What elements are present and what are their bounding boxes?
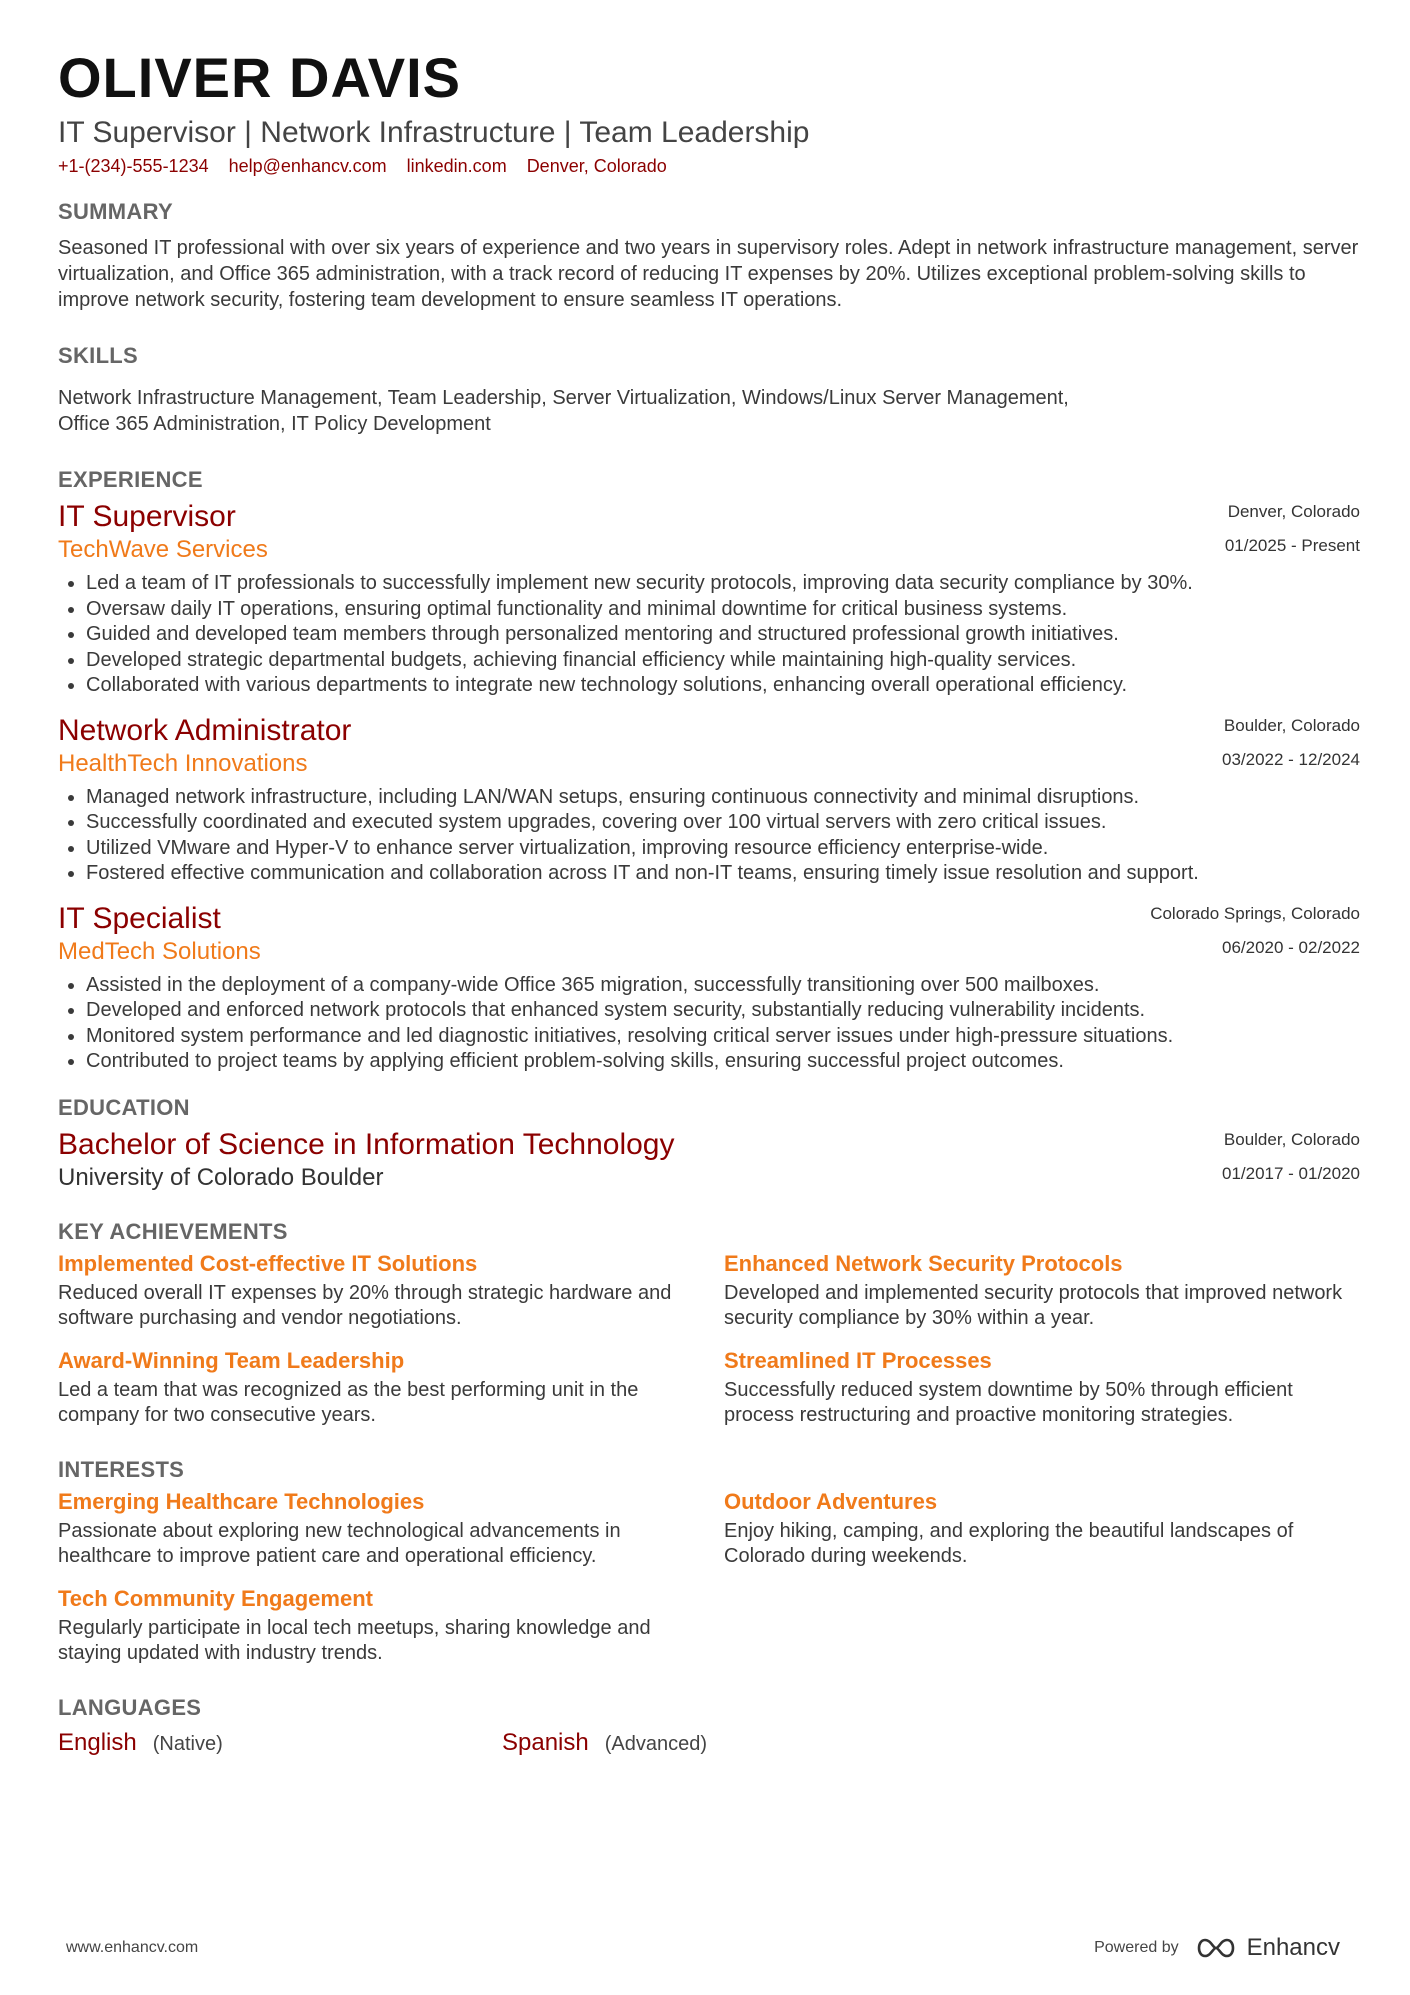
education-section [58,1095,1360,1193]
section-heading: LANGUAGES [58,1694,202,1720]
list-item: • Developed strategic departmental budgets, achieving financial efficiency while maintaining high-quality services. [86,648,1360,674]
language-level: (Native) [152,1732,223,1755]
job-bullets [58,785,1360,887]
degree-title: Bachelor of Science in Information Technology [58,1127,675,1161]
education-dates: 01/2017 - 01/2020 [1221,1163,1360,1183]
job-location: Boulder, Colorado [1223,715,1360,735]
achievement-title: Enhanced Network Security Protocols [724,1250,1123,1276]
brand-name: Enhancv [1246,1934,1340,1961]
job-company: TechWave Services [58,536,268,563]
job-location: Colorado Springs, Colorado [1150,903,1360,923]
language-name: English [58,1728,137,1756]
interest-item [58,1487,694,1584]
list-item: • Utilized VMware and Hyper-V to enhance server virtualization, improving resource efficiency enterprise-wide. [86,836,1360,862]
resume-page [58,44,1360,1757]
list-item: • Guided and developed team members through personalized mentoring and structured professional growth initiatives. [86,622,1360,648]
summary-section [58,199,1360,313]
skills-line: Office 365 Administration, IT Policy Development [58,413,491,435]
education-entry [58,1127,1360,1193]
contact-email[interactable]: help@enhancv.com [228,156,387,176]
achievement-title: Award-Winning Team Leadership [58,1347,405,1373]
language-item [502,1729,946,1757]
experience-section [58,467,1360,1075]
education-location: Boulder, Colorado [1223,1129,1360,1149]
language-level: (Advanced) [604,1732,708,1755]
achievement-title: Implemented Cost-effective IT Solutions [58,1250,478,1276]
language-name: Spanish [502,1728,589,1756]
list-item: • Led a team of IT professionals to successfully implement new security protocols, improving data security compliance by 30%. [86,571,1360,597]
experience-entry [58,713,1360,887]
list-item: • Successfully coordinated and executed system upgrades, covering over 100 virtual servers with zero critical issues. [86,810,1360,836]
candidate-name: OLIVER DAVIS [58,46,462,109]
job-role: Network Administrator [58,713,352,747]
job-dates: 01/2025 - Present [1224,536,1360,555]
summary-text: Seasoned IT professional with over six years of experience and two years in supervisory roles. Adept in network infrastructure management, server virtualization, and Office 365 administration, with a track record of reducing IT expenses by 20%. Utilizes exceptional problem-solving skills to improve network security, fostering team development to ensure seamless IT operations. [58,237,1359,311]
powered-by-label: Powered by [1094,1939,1179,1956]
job-dates: 03/2022 - 12/2024 [1221,749,1360,769]
experience-entry [58,499,1360,699]
candidate-title: IT Supervisor | Network Infrastructure | Team Leadership [58,116,810,149]
footer-website-link[interactable]: www.enhancv.com [66,1939,199,1956]
list-item: • Contributed to project teams by applying efficient problem-solving skills, ensuring successful project outcomes. [86,1049,1360,1075]
achievement-title: Streamlined IT Processes [724,1347,992,1373]
achievement-item [724,1346,1360,1443]
list-item: • Monitored system performance and led diagnostic initiatives, resolving critical server issues under high-pressure situations. [86,1024,1360,1050]
interest-desc: Enjoy hiking, camping, and exploring the beautiful landscapes of Colorado during weekends. [724,1519,1294,1567]
contact-location: Denver, Colorado [526,156,667,176]
interest-title: Emerging Healthcare Technologies [58,1488,425,1514]
achievement-item [724,1249,1360,1346]
interest-item [58,1584,694,1681]
experience-entry [58,901,1360,1075]
contact-phone[interactable]: +1-(234)-555-1234 [58,156,209,176]
interest-desc: Regularly participate in local tech meetups, sharing knowledge and staying updated with industry trends. [58,1616,651,1664]
job-role: IT Specialist [58,901,221,935]
job-company: HealthTech Innovations [58,749,308,777]
list-item: • Collaborated with various departments to integrate new technology solutions, enhancing overall operational efficiency. [86,673,1360,699]
language-item [58,1729,502,1757]
languages-section [58,1695,1360,1757]
interest-desc: Passionate about exploring new technological advancements in healthcare to improve patient care and operational efficiency. [58,1519,621,1567]
achievement-desc: Led a team that was recognized as the best performing unit in the company for two consecutive years. [58,1378,639,1426]
skills-line: Network Infrastructure Management, Team Leadership, Server Virtualization, Windows/Linux Server Management, [58,387,1069,409]
job-dates: 06/2020 - 02/2022 [1221,937,1360,957]
interest-title: Outdoor Adventures [724,1488,938,1514]
list-item: • Developed and enforced network protocols that enhanced system security, substantially reducing vulnerability incidents. [86,998,1360,1024]
job-role: IT Supervisor [58,500,236,533]
section-heading: KEY ACHIEVEMENTS [58,1218,288,1244]
header [58,44,1360,177]
footer [66,1934,1340,1962]
list-item: • Managed network infrastructure, including LAN/WAN setups, ensuring continuous connectivity and minimal disruptions. [86,785,1360,811]
powered-by [1094,1934,1340,1962]
job-company: MedTech Solutions [58,937,261,965]
enhancv-logo-icon [1193,1936,1239,1960]
contact-linkedin[interactable]: linkedin.com [406,156,507,176]
achievement-desc: Successfully reduced system downtime by 50% through efficient process restructuring and proactive monitoring strategies. [724,1378,1293,1426]
section-heading: SKILLS [58,343,139,368]
contact-row [58,156,1360,177]
skills-section [58,343,1360,437]
interests-section [58,1457,1360,1681]
institution-name: University of Colorado Boulder [58,1163,384,1191]
list-item: • Fostered effective communication and collaboration across IT and non-IT teams, ensuring timely issue resolution and support. [86,861,1360,887]
job-bullets [58,973,1360,1075]
achievement-item [58,1346,694,1443]
section-heading: INTERESTS [58,1456,185,1482]
list-item: • Oversaw daily IT operations, ensuring optimal functionality and minimal downtime for critical business systems. [86,597,1360,623]
interest-title: Tech Community Engagement [58,1585,373,1611]
list-item: • Assisted in the deployment of a company-wide Office 365 migration, successfully transitioning over 500 mailboxes. [86,973,1360,999]
achievement-desc: Reduced overall IT expenses by 20% through strategic hardware and software purchasing and vendor negotiations. [58,1281,672,1329]
achievements-section [58,1219,1360,1443]
achievement-item [58,1249,694,1346]
job-bullets [58,571,1360,699]
interest-item [724,1487,1360,1584]
achievement-desc: Developed and implemented security protocols that improved network security compliance by 30% within a year. [724,1281,1343,1329]
section-heading: EXPERIENCE [58,467,203,492]
section-heading: SUMMARY [58,199,173,224]
brand-logo[interactable] [1193,1934,1340,1962]
job-location: Denver, Colorado [1227,502,1360,521]
section-heading: EDUCATION [58,1094,190,1120]
